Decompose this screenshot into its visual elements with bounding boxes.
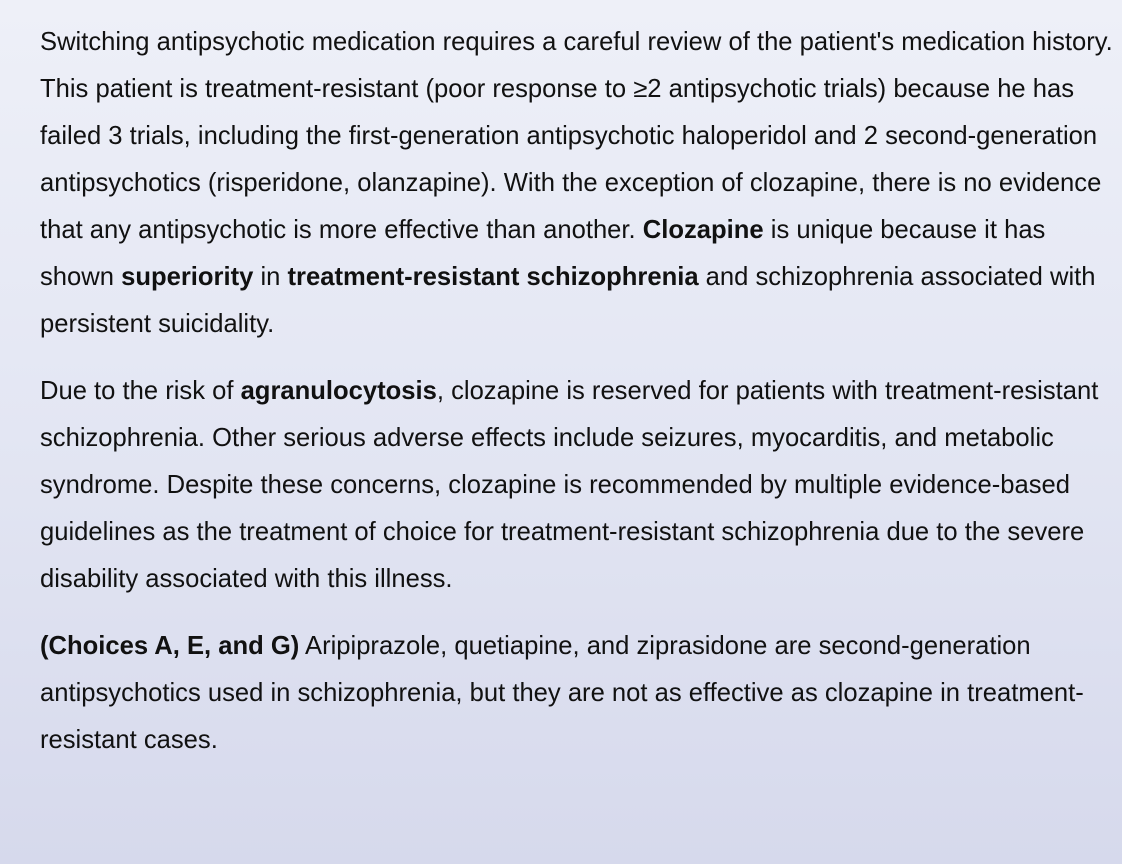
- paragraph-choices-a-e-g: [40, 623, 1122, 764]
- text-segment: Aripiprazole, quetiapine, and ziprasidone are second-generation antipsychotics used in schizophrenia, but they are not as effective as clozapine in treatment-resistant cases.: [40, 632, 1084, 754]
- text-segment: Due to the risk of: [40, 377, 241, 405]
- bold-choices-label: (Choices A, E, and G): [40, 632, 300, 660]
- text-segment: and schizophrenia associated with persistent suicidality.: [40, 263, 1096, 338]
- bold-term-treatment-resistant-schizophrenia: treatment-resistant schizophrenia: [287, 263, 699, 291]
- bold-term-agranulocytosis: agranulocytosis: [240, 377, 437, 405]
- explanation-text: [40, 19, 1122, 764]
- paragraph-agranulocytosis-risk: [40, 368, 1122, 603]
- text-segment: , clozapine is reserved for patients with treatment-resistant schizophrenia. Other serious adverse effects include seizures, myocarditis, and metabolic syndrome. Despite these concerns, clozapine is recommended by multiple evidence-based guidelines as the treatment of choice for treatment-resistant schizophrenia due to the severe disability associated with this illness.: [40, 377, 1099, 593]
- text-segment: is unique because it has shown: [40, 216, 1046, 291]
- paragraph-clozapine-superiority: [40, 19, 1122, 348]
- text-segment: Switching antipsychotic medication requires a careful review of the patient's medication history. This patient is treatment-resistant (poor response to ≥2 antipsychotic trials) because he has failed 3 trials, including the first-generation antipsychotic haloperidol and 2 second-generation antipsychotics (risperidone, olanzapine). With the exception of clozapine, there is no evidence that any antipsychotic is more effective than another.: [40, 28, 1113, 244]
- text-segment: in: [253, 263, 288, 291]
- bold-term-superiority: superiority: [121, 263, 254, 291]
- bold-term-clozapine: Clozapine: [642, 216, 764, 244]
